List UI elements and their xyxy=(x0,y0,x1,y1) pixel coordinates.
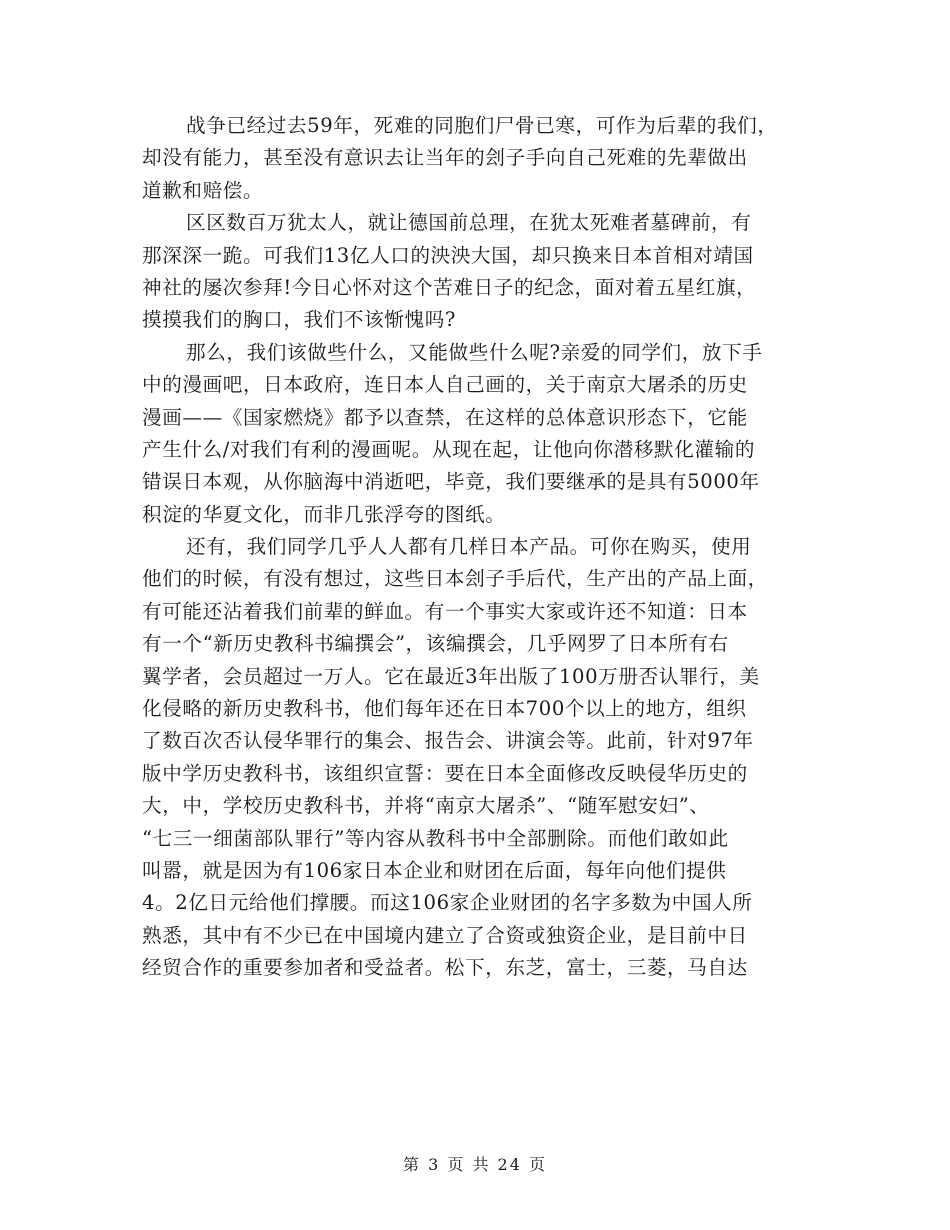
paragraph-3-line-3: 漫画——《国家燃烧》都予以查禁，在这样的总体意识形态下，它能 xyxy=(142,405,748,429)
paragraph-3-line-1: 那么，我们该做些什么，又能做些什么呢?亲爱的同学们，放下手 xyxy=(186,340,763,364)
paragraph-2-line-2: 那深深一跪。可我们13亿人口的泱泱大国，却只换来日本首相对靖国 xyxy=(142,243,754,267)
page-number-footer: 第 3 页 共 24 页 xyxy=(403,1155,547,1174)
paragraph-4-line-14: 经贸合作的重要参加者和受益者。松下，东芝，富士，三菱，马自达 xyxy=(142,956,748,980)
paragraph-4-line-12: 4。2亿日元给他们撑腰。而这106家企业财团的名字多数为中国人所 xyxy=(142,891,753,915)
paragraph-1-line-1: 战争已经过去59年，死难的同胞们尸骨已寒，可作为后辈的我们， xyxy=(186,114,778,137)
paragraph-4-line-2: 他们的时候，有没有想过，这些日本刽子手后代，生产出的产品上面， xyxy=(142,567,769,591)
paragraph-3-line-6: 积淀的华夏文化，而非几张浮夸的图纸。 xyxy=(142,502,506,526)
paragraph-3-line-4: 产生什么/对我们有利的漫画呢。从现在起，让他向你潜移默化灌输的 xyxy=(142,437,756,461)
paragraph-4-line-1: 还有，我们同学几乎人人都有几样日本产品。可你在购买，使用 xyxy=(186,535,752,559)
paragraph-3-line-2: 中的漫画吧，日本政府，连日本人自己画的，关于南京大屠杀的历史 xyxy=(142,373,748,397)
paragraph-4-line-11: 叫嚣，就是因为有106家日本企业和财团在后面，每年向他们提供 xyxy=(142,858,727,882)
paragraph-4-line-4: 有一个“新历史教科书编撰会”，该编撰会，几乎网罗了日本所有右 xyxy=(142,632,729,656)
paragraph-2-line-1: 区区数百万犹太人，就让德国前总理，在犹太死难者墓碑前，有 xyxy=(186,211,752,235)
paragraph-1-line-2: 却没有能力，甚至没有意识去让当年的刽子手向自己死难的先辈做出 xyxy=(142,146,748,170)
paragraph-3-line-5: 错误日本观，从你脑海中消逝吧，毕竟，我们要继承的是具有5000年 xyxy=(142,470,760,494)
paragraph-4-line-6: 化侵略的新历史教科书，他们每年还在日本700个以上的地方，组织 xyxy=(142,697,747,721)
paragraph-4-line-9: 大，中，学校历史教科书，并将“南京大屠杀”、“随军慰安妇”、 xyxy=(142,794,710,818)
paragraph-4-line-8: 版中学历史教科书，该组织宣誓：要在日本全面修改反映侵华历史的 xyxy=(142,761,748,785)
paragraph-4-line-7: 了数百次否认侵华罪行的集会、报告会、讲演会等。此前，针对97年 xyxy=(142,729,754,753)
paragraph-4-line-13: 熟悉，其中有不少已在中国境内建立了合资或独资企业，是目前中日 xyxy=(142,923,748,947)
paragraph-2-line-4: 摸摸我们的胸口，我们不该惭愧吗? xyxy=(142,308,457,332)
body-text xyxy=(142,110,810,985)
paragraph-1-line-3: 道歉和赔偿。 xyxy=(142,178,264,202)
paragraph-2-line-3: 神社的屡次参拜!今日心怀对这个苦难日子的纪念，面对着五星红旗， xyxy=(142,275,757,299)
paragraph-4-line-10: “七三一细菌部队罪行”等内容从教科书中全部删除。而他们敢如此 xyxy=(142,826,729,850)
paragraph-4-line-3: 有可能还沾着我们前辈的鲜血。有一个事实大家或许还不知道：日本 xyxy=(142,599,748,623)
paragraph-4-line-5: 翼学者，会员超过一万人。它在最近3年出版了100万册否认罪行，美 xyxy=(142,664,760,688)
